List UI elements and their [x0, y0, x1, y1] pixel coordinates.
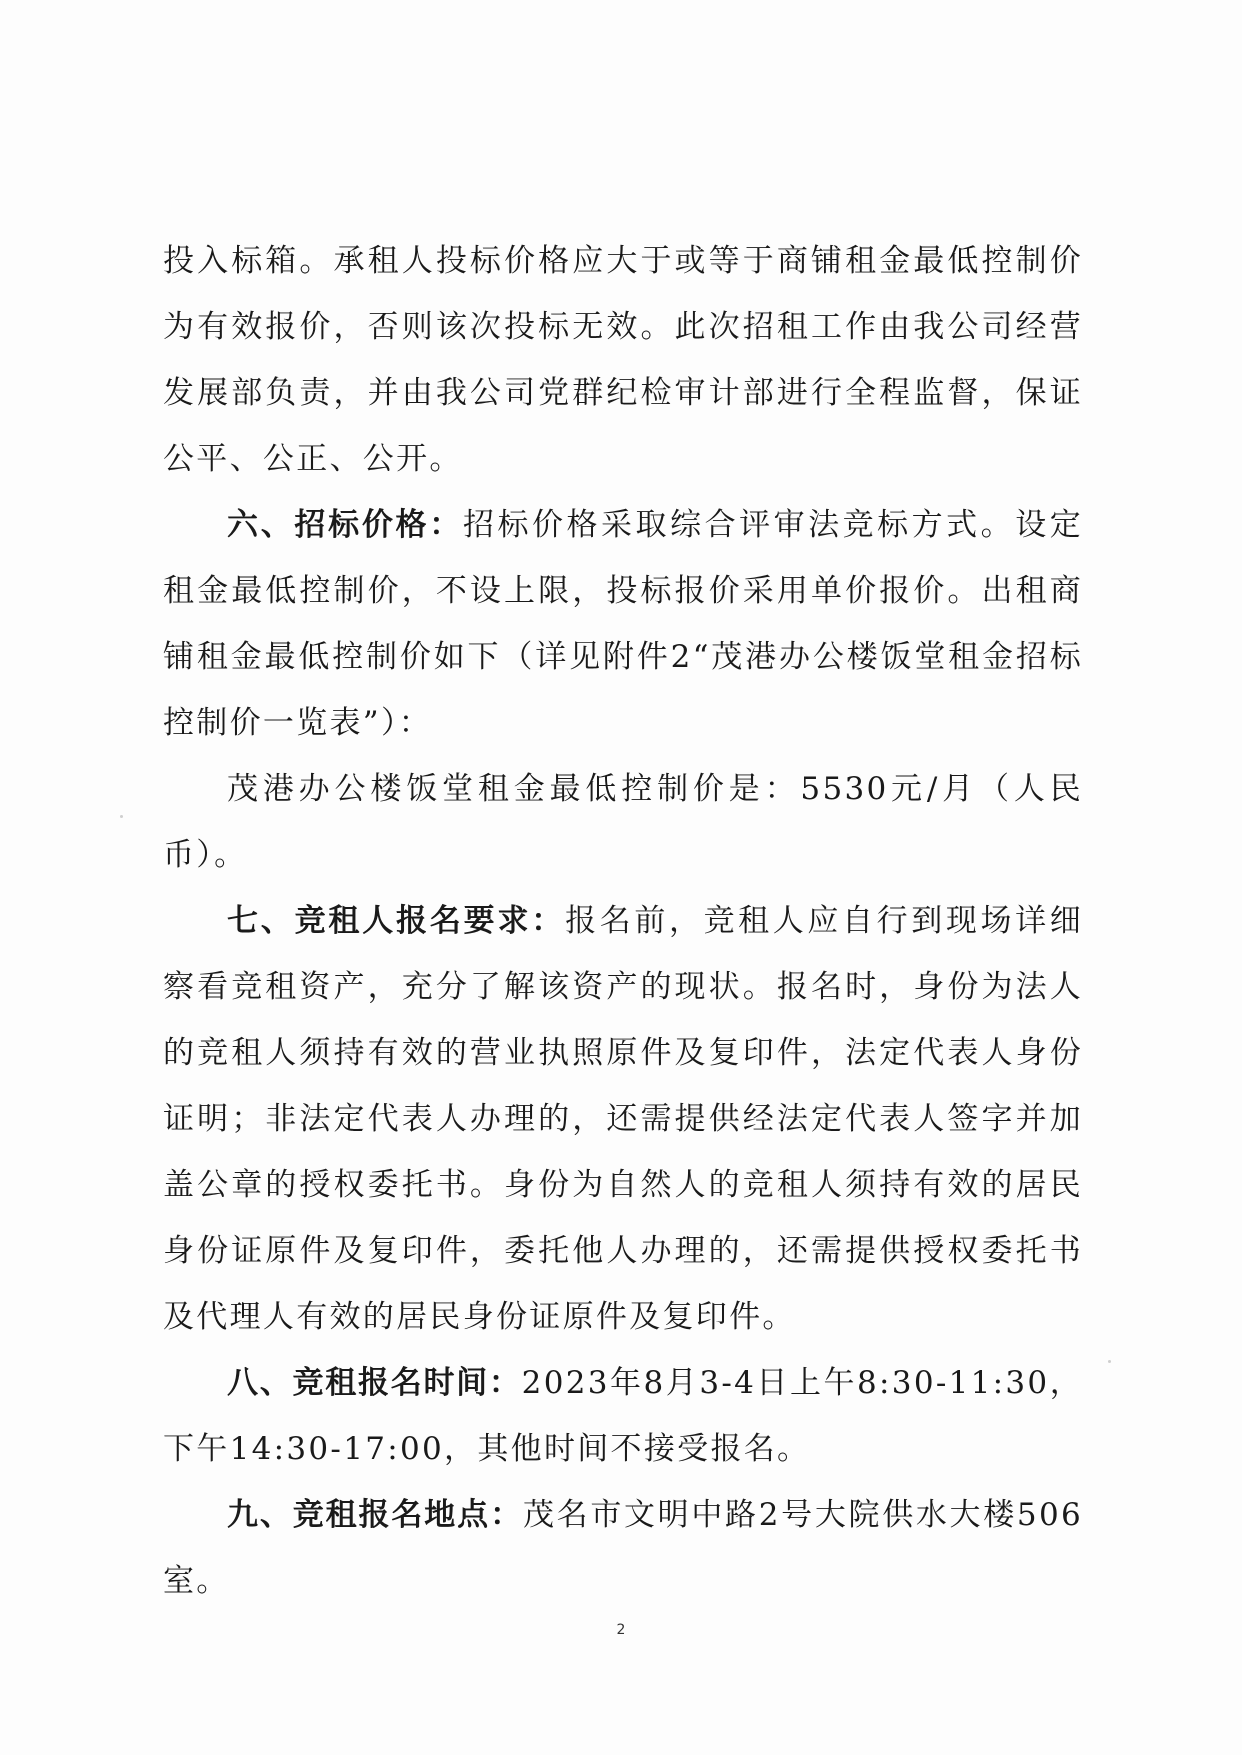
section-registration-requirements	[163, 888, 1083, 1350]
paragraph-text: 2023年8月3-4日上午8:30-11:30，下午14:30-17:00，其他时间不接受报名。	[163, 1365, 1083, 1467]
page-number: 2	[616, 1622, 626, 1638]
paragraph-continuation	[163, 228, 1083, 492]
paragraph-text: 茂港办公楼饭堂租金最低控制价是：5530元/月（人民币）。	[163, 771, 1083, 873]
paragraph-minimum-price	[163, 756, 1083, 888]
section-heading: 八、竞租报名时间：	[227, 1365, 522, 1401]
paragraph-text: 招标价格采取综合评审法竞标方式。设定租金最低控制价，不设上限，投标报价采用单价报价。出租商铺租金最低控制价如下（详见附件2“茂港办公楼饭堂租金招标控制价一览表”）：	[163, 507, 1084, 741]
paragraph-text: 茂名市文明中路2号大院供水大楼506室。	[163, 1497, 1083, 1599]
section-registration-location	[163, 1482, 1083, 1614]
section-heading: 九、竞租报名地点：	[227, 1497, 523, 1533]
section-heading: 七、竞租人报名要求：	[227, 903, 566, 939]
scan-speck	[1108, 1360, 1111, 1363]
section-registration-time	[163, 1350, 1083, 1482]
section-bidding-price	[163, 492, 1083, 756]
paragraph-text: 报名前，竞租人应自行到现场详细察看竞租资产，充分了解该资产的现状。报名时，身份为法人的竞租人须持有效的营业执照原件及复印件，法定代表人身份证明；非法定代表人办理的，还需提供经法定代表人签字并加盖公章的授权委托书。身份为自然人的竞租人须持有效的居民身份证原件及复印件，委托他人办理的，还需提供授权委托书及代理人有效的居民身份证原件及复印件。	[163, 903, 1083, 1335]
scan-speck	[120, 815, 123, 818]
paragraph-text: 投入标箱。承租人投标价格应大于或等于商铺租金最低控制价为有效报价，否则该次投标无效。此次招租工作由我公司经营发展部负责，并由我公司党群纪检审计部进行全程监督，保证公平、公正、公开。	[163, 243, 1083, 477]
section-heading: 六、招标价格：	[227, 507, 463, 543]
document-body	[163, 228, 1083, 1614]
